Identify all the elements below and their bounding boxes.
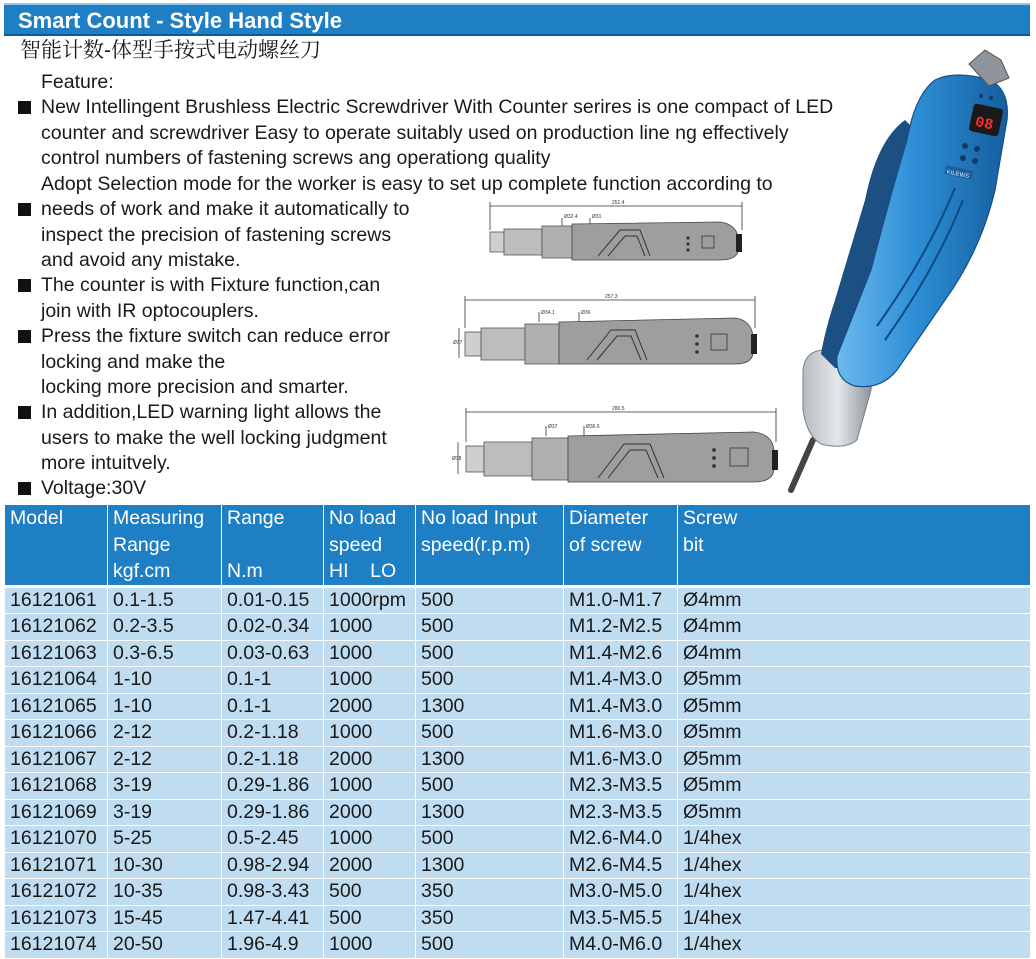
table-cell: 0.5-2.45 [222,826,324,853]
table-cell: 0.3-6.5 [108,640,222,667]
dimension-label: 257.3 [605,294,618,300]
column-header [5,532,108,559]
table-row [5,799,1031,826]
column-header: Screw [678,505,1031,532]
dimension-label: Ø38 [452,456,462,462]
table-row [5,614,1031,641]
feature-line: Press the fixture switch can reduce error [41,325,390,347]
bullet-icon [18,482,31,495]
feature-line: join with IR optocouplers. [41,299,259,322]
table-cell: 1-10 [108,693,222,720]
dimension-label: 251.4 [612,200,625,206]
table-cell: 1/4hex [678,932,1031,959]
table-cell: M2.6-M4.0 [564,826,678,853]
feature-line: control numbers of fastening screws ang operationg quality [41,147,551,169]
table-header-row [5,532,1031,559]
table-cell: 5-25 [108,826,222,853]
table-cell: 1000 [324,932,416,959]
column-header: Range [222,505,324,532]
column-header: kgf.cm [108,558,222,586]
table-cell: 16121073 [5,905,108,932]
table-cell: M1.4-M3.0 [564,693,678,720]
table-cell: 1.96-4.9 [222,932,324,959]
table-cell: 500 [416,640,564,667]
dimension-drawing-1 [480,196,750,268]
table-cell: M3.5-M5.5 [564,905,678,932]
table-cell: 2000 [324,746,416,773]
table-cell: 500 [416,826,564,853]
dimension-label: Ø31 [592,214,602,220]
table-cell: 1000 [324,614,416,641]
dimension-label: Ø36 [581,310,591,316]
table-cell: 500 [416,932,564,959]
table-cell: Ø5mm [678,773,1031,800]
table-cell: M3.0-M5.0 [564,879,678,906]
column-header: bit [678,532,1031,559]
table-cell: 2000 [324,852,416,879]
table-cell: 1/4hex [678,852,1031,879]
table-cell: 500 [416,667,564,694]
brand-label: KILEWS [946,169,970,181]
dimension-label: 280.5 [612,406,625,412]
table-cell: M1.6-M3.0 [564,746,678,773]
column-header [416,558,564,586]
feature-line: The counter is with Fixture function,can [41,274,381,296]
table-cell: 1300 [416,693,564,720]
dimension-label: Ø34.1 [541,310,555,316]
column-header: Range [108,532,222,559]
table-cell: 3-19 [108,799,222,826]
feature-line: inspect the precision of fastening screws [41,223,392,246]
dimension-label: Ø36.6 [586,424,600,430]
bullet-icon [18,406,31,419]
table-cell: 500 [324,905,416,932]
table-cell: M1.0-M1.7 [564,586,678,614]
table-cell: 500 [324,879,416,906]
table-cell: 0.2-1.18 [222,746,324,773]
dimension-drawing-3 [452,404,782,490]
page-title: Smart Count - Style Hand Style [18,8,342,33]
bullet-icon [18,330,31,343]
feature-line: New Intellingent Brushless Electric Screwdriver With Counter serires is one compact of LED [41,96,834,118]
table-cell: 0.1-1 [222,667,324,694]
table-cell: 2000 [324,799,416,826]
table-cell: M1.4-M2.6 [564,640,678,667]
table-cell: Ø5mm [678,746,1031,773]
table-cell: 0.98-3.43 [222,879,324,906]
feature-label: Feature: [41,71,114,93]
table-row [5,667,1031,694]
table-cell: M1.4-M3.0 [564,667,678,694]
table-cell: 16121062 [5,614,108,641]
table-cell: 1300 [416,799,564,826]
table-cell: Ø5mm [678,693,1031,720]
title-bar [4,3,1030,36]
column-header: No load [324,505,416,532]
table-cell: Ø4mm [678,640,1031,667]
table-cell: 0.2-3.5 [108,614,222,641]
column-header [222,532,324,559]
table-cell: 1000rpm [324,586,416,614]
table-cell: M1.2-M2.5 [564,614,678,641]
feature-line: more intuitvely. [41,452,171,474]
table-row [5,720,1031,747]
table-cell: 3-19 [108,773,222,800]
table-cell: 500 [416,773,564,800]
table-cell: 2000 [324,693,416,720]
table-cell: 0.29-1.86 [222,773,324,800]
table-cell: 16121074 [5,932,108,959]
column-header [564,558,678,586]
table-cell: 16121072 [5,879,108,906]
table-cell: 16121070 [5,826,108,853]
feature-line: Voltage:30V [41,477,147,499]
column-header: Measuring [108,505,222,532]
table-cell: 0.02-0.34 [222,614,324,641]
table-row [5,879,1031,906]
bullet-icon [18,101,31,114]
table-row [5,746,1031,773]
table-cell: 350 [416,879,564,906]
table-cell: 1/4hex [678,879,1031,906]
table-cell: 1000 [324,720,416,747]
table-cell: 16121068 [5,773,108,800]
table-cell: 1000 [324,826,416,853]
chinese-title: 智能计数-体型手按式电动螺丝刀 [20,39,321,62]
table-cell: 16121066 [5,720,108,747]
table-cell: 500 [416,614,564,641]
table-cell: 16121063 [5,640,108,667]
table-cell: 1300 [416,852,564,879]
column-header: speed(r.p.m) [416,532,564,559]
table-header-row [5,558,1031,586]
column-header: No load Input [416,505,564,532]
table-cell: Ø5mm [678,720,1031,747]
led-counter-display: 08 [973,114,995,135]
bullet-icon [18,279,31,292]
table-cell: 15-45 [108,905,222,932]
column-header: HI LO [324,558,416,586]
table-cell: 1/4hex [678,905,1031,932]
table-cell: 16121067 [5,746,108,773]
table-cell: Ø4mm [678,586,1031,614]
column-header: Model [5,505,108,532]
table-cell: 1-10 [108,667,222,694]
table-cell: M2.3-M3.5 [564,773,678,800]
table-cell: M1.6-M3.0 [564,720,678,747]
table-cell: Ø5mm [678,799,1031,826]
table-cell: 1000 [324,640,416,667]
table-cell: 350 [416,905,564,932]
table-cell: 20-50 [108,932,222,959]
dimension-drawing-2 [455,292,765,372]
table-cell: M4.0-M6.0 [564,932,678,959]
column-header: N.m [222,558,324,586]
table-row [5,932,1031,959]
table-cell: 10-30 [108,852,222,879]
feature-line: locking more precision and smarter. [41,376,349,398]
spec-table [4,504,1031,959]
table-cell: 1/4hex [678,826,1031,853]
bullet-icon [18,203,31,216]
column-header [5,558,108,586]
table-cell: 16121071 [5,852,108,879]
column-header [678,558,1031,586]
table-cell: 0.2-1.18 [222,720,324,747]
feature-line: needs of work and make it automatically to [41,198,410,220]
table-cell: 2-12 [108,720,222,747]
table-cell: Ø4mm [678,614,1031,641]
table-row [5,852,1031,879]
column-header: of screw [564,532,678,559]
table-cell: 0.01-0.15 [222,586,324,614]
table-cell: 0.98-2.94 [222,852,324,879]
table-cell: 0.03-0.63 [222,640,324,667]
table-row [5,826,1031,853]
feature-line: and avoid any mistake. [41,249,241,271]
table-cell: 1300 [416,746,564,773]
table-row [5,905,1031,932]
table-cell: 16121069 [5,799,108,826]
table-cell: 1000 [324,667,416,694]
feature-line: users to make the well locking judgment [41,426,387,449]
table-cell: 1000 [324,773,416,800]
dimension-label: Ø37 [548,424,558,430]
table-cell: 500 [416,586,564,614]
table-cell: 500 [416,720,564,747]
feature-line: counter and screwdriver Easy to operate suitably used on production line ng effectively [41,121,789,144]
column-header: speed [324,532,416,559]
table-cell: 1.47-4.41 [222,905,324,932]
table-row [5,640,1031,667]
dimension-label: Ø32.4 [564,214,578,220]
table-cell: 16121065 [5,693,108,720]
table-cell: 16121061 [5,586,108,614]
table-cell: 0.29-1.86 [222,799,324,826]
table-cell: 0.1-1.5 [108,586,222,614]
screwdriver-image [785,50,1030,495]
table-row [5,773,1031,800]
dimension-label: Ø37 [453,340,463,346]
feature-line: Adopt Selection mode for the worker is easy to set up complete function according to [41,172,773,195]
table-cell: 2-12 [108,746,222,773]
table-row [5,693,1031,720]
table-cell: M2.3-M3.5 [564,799,678,826]
table-cell: 16121064 [5,667,108,694]
feature-line: locking and make the [41,350,226,373]
table-cell: 0.1-1 [222,693,324,720]
column-header: Diameter [564,505,678,532]
table-cell: Ø5mm [678,667,1031,694]
table-header-row [5,505,1031,532]
feature-line: In addition,LED warning light allows the [41,401,382,423]
table-row [5,586,1031,614]
table-cell: 10-35 [108,879,222,906]
table-cell: M2.6-M4.5 [564,852,678,879]
